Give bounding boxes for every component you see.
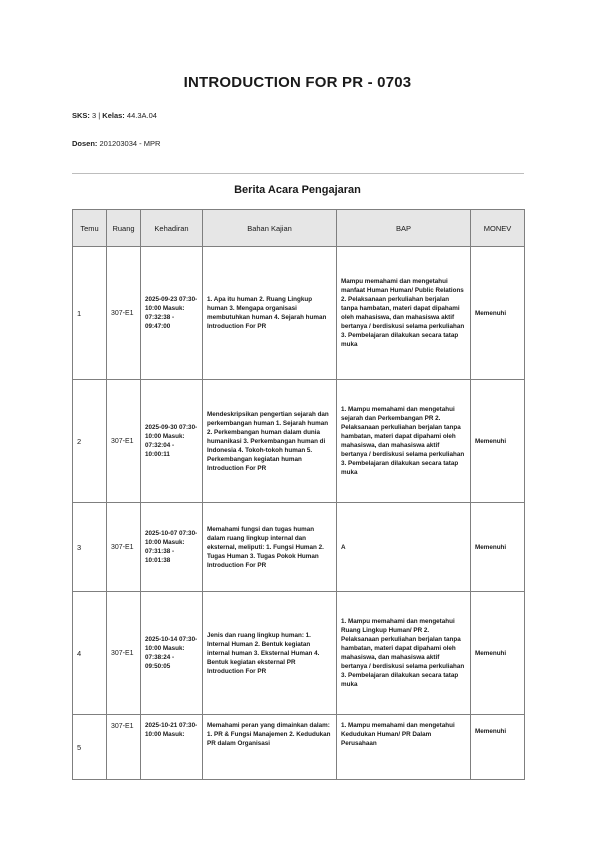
header-bap: BAP — [337, 210, 471, 247]
cell-kehadiran: 2025-09-23 07:30-10:00 Masuk: 07:32:38 - 09:47:00 — [141, 247, 203, 380]
lecturer-meta-line — [72, 139, 160, 148]
course-meta-line — [72, 111, 157, 120]
cell-ruang: 307-E1 — [107, 592, 141, 715]
cell-bahan-kajian: Mendeskripsikan pengertian sejarah dan perkembangan human 1. Sejarah human 2. Perkembangan human dalam dunia humanikasi 3. Perkembangan human di Indonesia 4. Tokoh-tokoh human 5. Perkembangan kegiatan human Introduction For PR — [203, 380, 337, 503]
table-row — [73, 592, 525, 715]
cell-bap: 1. Mampu memahami dan mengetahui Ruang Lingkup Human/ PR 2. Pelaksanaan perkuliahan berjalan tanpa hambatan, materi dapat dipahami oleh mahasiswa, dan mahasiswa aktif bertanya / berdiskusi selama perkuliahan 3. Pembelajaran dilakukan secara tatap muka — [337, 592, 471, 715]
table-row — [73, 247, 525, 380]
cell-temu: 5 — [73, 715, 107, 780]
cell-monev: Memenuhi — [471, 503, 525, 592]
kelas-label: Kelas: — [102, 111, 125, 120]
cell-temu: 1 — [73, 247, 107, 380]
header-ruang: Ruang — [107, 210, 141, 247]
header-kehadiran: Kehadiran — [141, 210, 203, 247]
table-header-row — [73, 210, 525, 247]
table-row — [73, 380, 525, 503]
cell-kehadiran: 2025-10-07 07:30-10:00 Masuk: 07:31:38 - 10:01:38 — [141, 503, 203, 592]
cell-bap: 1. Mampu memahami dan mengetahui sejarah dan Perkembangan PR 2. Pelaksanaan perkuliahan berjalan tanpa hambatan, materi dapat dipahami oleh mahasiswa, dan mahasiswa aktif bertanya / berdiskusi selama perkuliahan 3. Pembelajaran dilakukan secara tatap muka — [337, 380, 471, 503]
cell-bap: Mampu memahami dan mengetahui manfaat Human Human/ Public Relations 2. Pelaksanaan perkuliahan berjalan tanpa hambatan, materi dapat dipahami oleh mahasiswa, dan mahasiswa aktif bertanya / berdiskusi selama perkuliahan 3. Pembelajaran dilakukan secara tatap muka — [337, 247, 471, 380]
header-temu: Temu — [73, 210, 107, 247]
cell-monev: Memenuhi — [471, 380, 525, 503]
cell-bap: 1. Mampu memahami dan mengetahui Kedudukan Human/ PR Dalam Perusahaan — [337, 715, 471, 780]
sks-label: SKS: — [72, 111, 90, 120]
table-row — [73, 503, 525, 592]
dosen-label: Dosen: — [72, 139, 98, 148]
cell-monev: Memenuhi — [471, 592, 525, 715]
dosen-value: 201203034 - MPR — [97, 139, 161, 148]
cell-bahan-kajian: Jenis dan ruang lingkup human: 1. Internal Human 2. Bentuk kegiatan internal human 3. Eksternal Human 4. Bentuk kegiatan eksternal PR Introduction For PR — [203, 592, 337, 715]
cell-ruang: 307-E1 — [107, 503, 141, 592]
cell-temu: 4 — [73, 592, 107, 715]
sks-value: 3 | — [89, 111, 103, 120]
cell-temu: 3 — [73, 503, 107, 592]
cell-kehadiran: 2025-09-30 07:30-10:00 Masuk: 07:32:04 - 10:00:11 — [141, 380, 203, 503]
cell-bap: A — [337, 503, 471, 592]
document-title: INTRODUCTION FOR PR - 0703 — [183, 74, 412, 91]
cell-kehadiran: 2025-10-14 07:30-10:00 Masuk: 07:38:24 - 09:50:05 — [141, 592, 203, 715]
header-bahan-kajian: Bahan Kajian — [203, 210, 337, 247]
cell-bahan-kajian: Memahami fungsi dan tugas human dalam ruang lingkup internal dan eksternal, meliputi: 1. Fungsi Human 2. Tugas Human 3. Tugas Pokok Human Introduction For PR — [203, 503, 337, 592]
cell-bahan-kajian: Memahami peran yang dimainkan dalam: 1. PR & Fungsi Manajemen 2. Kedudukan PR dalam Organisasi — [203, 715, 337, 780]
cell-monev: Memenuhi — [471, 715, 525, 780]
cell-temu: 2 — [73, 380, 107, 503]
teaching-record-table — [72, 209, 525, 780]
section-title: Berita Acara Pengajaran — [234, 184, 361, 196]
cell-ruang: 307-E1 — [107, 715, 141, 780]
cell-monev: Memenuhi — [471, 247, 525, 380]
cell-kehadiran: 2025-10-21 07:30-10:00 Masuk: — [141, 715, 203, 780]
divider — [72, 173, 524, 174]
kelas-value: 44.3A.04 — [124, 111, 157, 120]
cell-ruang: 307-E1 — [107, 380, 141, 503]
cell-ruang: 307-E1 — [107, 247, 141, 380]
cell-bahan-kajian: 1. Apa itu human 2. Ruang Lingkup human 3. Mengapa organisasi membutuhkan human 4. Sejarah human Introduction For PR — [203, 247, 337, 380]
header-monev: MONEV — [471, 210, 525, 247]
table-row — [73, 715, 525, 780]
